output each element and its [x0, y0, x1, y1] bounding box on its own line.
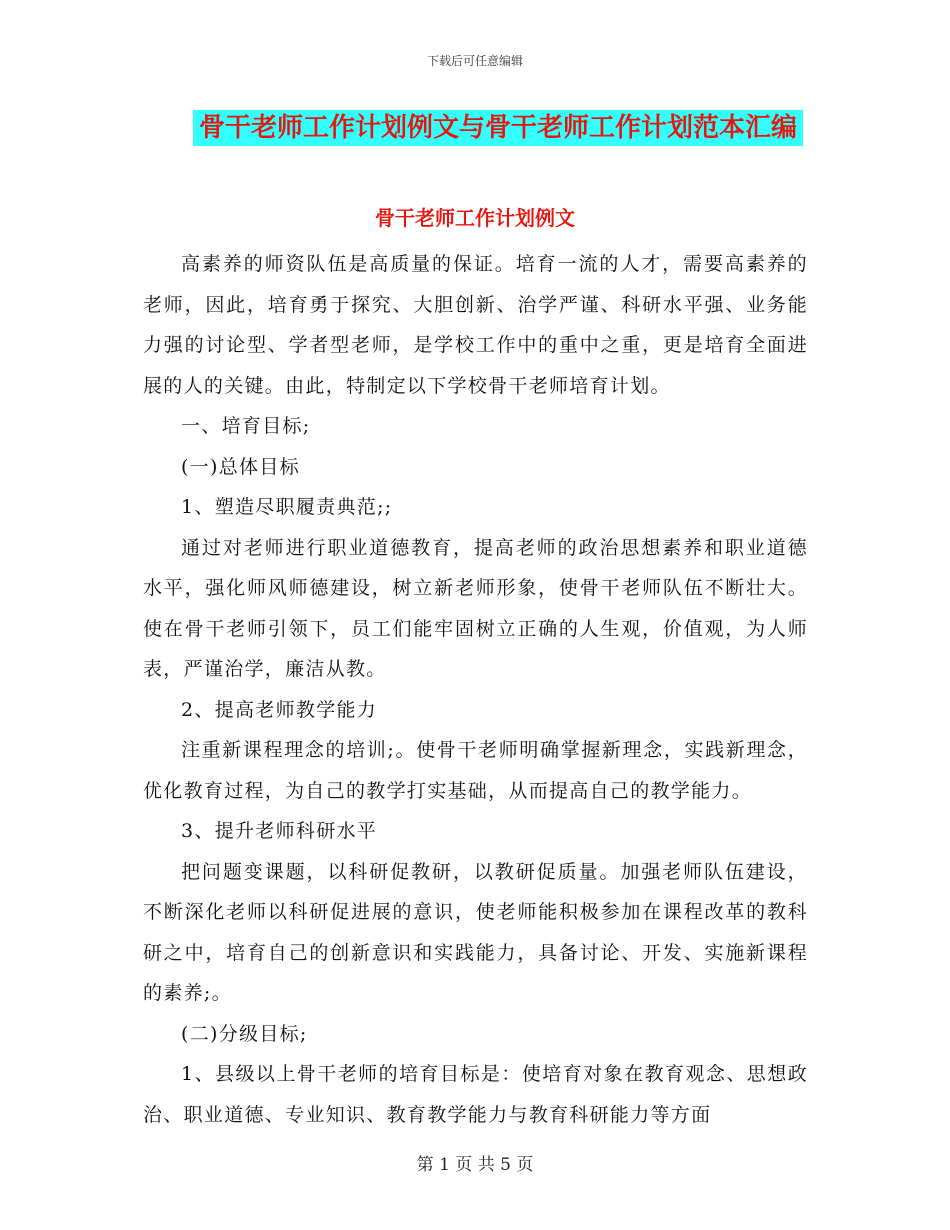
paragraph: (二)分级目标;: [181, 1022, 308, 1045]
paragraph: 1、县级以上骨干老师的培育目标是：使培育对象在教育观念、思想政治、职业道德、专业知识、教育教学能力与教育科研能力等方面: [143, 1063, 808, 1126]
paragraph: 1、塑造尽职履责典范;;: [181, 496, 393, 518]
paragraph: 把问题变课题，以科研促教研，以教研促质量。加强老师队伍建设，不断深化老师以科研促进展的意识，使老师能积极参加在课程改革的教科研之中，培育自己的创新意识和实践能力，具备讨论、开发、实施新课程的素养;。: [143, 860, 808, 1004]
document-body: [143, 244, 808, 1135]
paragraph: 3、提升老师科研水平: [181, 820, 378, 842]
paragraph: 通过对老师进行职业道德教育，提高老师的政治思想素养和职业道德水平，强化师风师德建设，树立新老师形象，使骨干老师队伍不断壮大。使在骨干老师引领下，员工们能牢固树立正确的人生观，价值观，为人师表，严谨治学，廉洁从教。: [143, 536, 808, 680]
paragraph: 高素养的师资队伍是高质量的保证。培育一流的人才，需要高素养的老师，因此，培育勇于探究、大胆创新、治学严谨、科研水平强、业务能力强的讨论型、学者型老师，是学校工作中的重中之重，更是培育全面进展的人的关键。由此，特制定以下学校骨干老师培育计划。: [143, 253, 808, 397]
header-note: 下载后可任意编辑: [426, 54, 523, 68]
paragraph: 注重新课程理念的培训;。使骨干老师明确掌握新理念，实践新理念，优化教育过程，为自己的教学打实基础，从而提高自己的教学能力。: [143, 739, 808, 802]
page-number: 第 1 页 共 5 页: [416, 1155, 534, 1175]
paragraph: 一、培育目标;: [181, 415, 311, 437]
document-title: 骨干老师工作计划例文与骨干老师工作计划范本汇编: [193, 110, 803, 146]
paragraph: (一)总体目标: [181, 455, 300, 478]
paragraph: 2、提高老师教学能力: [181, 698, 378, 721]
section-title: 骨干老师工作计划例文: [375, 206, 575, 230]
